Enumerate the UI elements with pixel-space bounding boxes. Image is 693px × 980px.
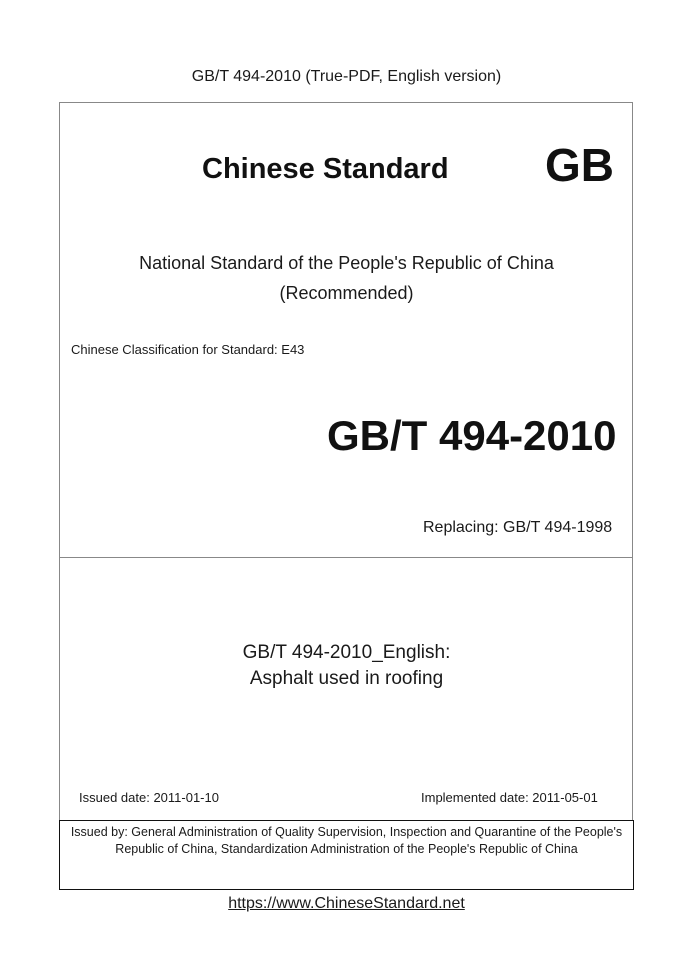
chinese-standard-heading: Chinese Standard (202, 153, 449, 185)
issued-by-text: Issued by: General Administration of Quality Supervision, Inspection and Quarantine of the People's Republic of China, Standardization Administration of the People's Republic of China (70, 825, 623, 856)
implemented-date: Implemented date: 2011-05-01 (421, 790, 598, 805)
website-link[interactable]: https://www.ChineseStandard.net (228, 895, 465, 912)
english-subtitle: Asphalt used in roofing (249, 668, 444, 689)
gb-mark: GB (545, 139, 614, 191)
standard-number: GB/T 494-2010 (327, 412, 617, 459)
recommended-line: (Recommended) (279, 283, 414, 303)
issued-date: Issued date: 2011-01-10 (79, 790, 219, 805)
english-title: GB/T 494-2010_English: (242, 642, 451, 663)
replacing-label: Replacing: GB/T 494-1998 (423, 519, 613, 536)
document-header-title: GB/T 494-2010 (True-PDF, English version) (191, 68, 502, 85)
classification-label: Chinese Classification for Standard: E43 (71, 342, 305, 357)
national-standard-line: National Standard of the People's Republic of China (139, 253, 554, 273)
